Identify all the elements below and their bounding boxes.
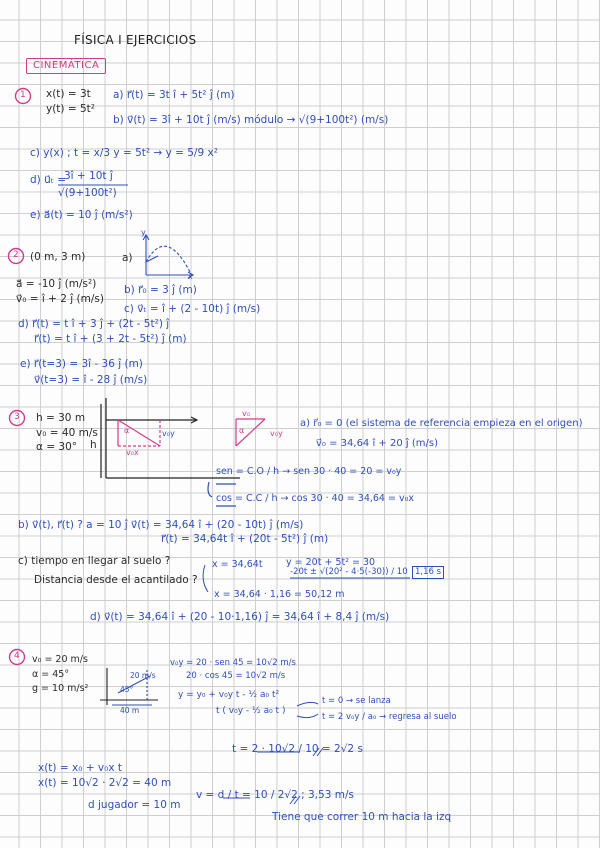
- p4-given-v: v₀ = 20 m/s: [32, 654, 88, 665]
- p3-given-h: h = 30 m: [36, 412, 86, 424]
- p3-triangle-vo: v₀: [242, 409, 250, 418]
- p2-answer-d-line1: d) r⃗(t) = t î + 3 ĵ + (2t - 5t²) ĵ: [18, 318, 170, 330]
- p2-answer-c: c) v⃗ₜ = î + (2 - 10t) ĵ (m/s): [124, 303, 261, 315]
- p2-answer-b: b) r⃗₀ = 3 ĵ (m): [124, 284, 197, 296]
- p3-answer-b-line1: b) v⃗(t), r⃗(t) ? a = 10 ĵ v⃗(t) = 34,64 î + (20 - 10t) ĵ (m/s): [18, 519, 304, 531]
- p2-given-position: (0 m, 3 m): [30, 251, 86, 263]
- p4-x-equation: x(t) = x₀ + v₀x t: [38, 762, 122, 774]
- p3-c-distance-result: x = 34,64 · 1,16 = 50,12 m: [214, 589, 345, 600]
- p3-sen-relation: sen = C.O / h → sen 30 · 40 = 20 = v₀y: [216, 466, 402, 477]
- p4-fig-angle: 45°: [120, 685, 134, 694]
- p3-answer-d: d) v⃗(t) = 34,64 î + (20 - 10·1,16) ĵ = 34,64 î + 8,4 ĵ (m/s): [90, 611, 390, 623]
- p1-answer-d-label: d) u⃗ₜ =: [30, 174, 66, 186]
- p3-given-alpha: α = 30°: [36, 441, 78, 453]
- p1-answer-b: b) v⃗(t) = 3î + 10t ĵ (m/s) módulo → √(9+100t²) (m/s): [113, 114, 389, 126]
- p4-fig-base: 40 m: [120, 706, 140, 715]
- p3-answer-b-line2: r⃗(t) = 34,64t î + (20t - 5t²) ĵ (m): [161, 533, 329, 545]
- p3-c-time-result: 1,16 s: [412, 566, 444, 579]
- p4-x-result: x(t) = 10√2 · 2√2 = 40 m: [38, 777, 172, 789]
- problem-1-number: 1: [20, 90, 26, 100]
- p2-answer-e-line1: e) r⃗(t=3) = 3î - 36 ĵ (m): [20, 358, 143, 370]
- p4-final-answer: Tiene que correr 10 m hacia la izq: [272, 811, 452, 823]
- p4-vox: 20 · cos 45 = 10√2 m/s: [186, 671, 286, 681]
- p3-cos-relation: cos = C.C / h → cos 30 · 40 = 34,64 = v₀x: [216, 493, 415, 504]
- p3-triangle-voy: v₀y: [270, 429, 283, 438]
- p3-c-y-equation: y = 20t + 5t² = 30: [286, 557, 376, 568]
- p1-given-x: x(t) = 3t: [46, 88, 91, 100]
- p1-answer-d-numerator: 3î + 10t ĵ: [64, 170, 113, 182]
- p2-answer-d-line2: r⃗(t) = t î + (3 + 2t - 5t²) ĵ (m): [34, 333, 187, 345]
- p1-answer-a: a) r⃗(t) = 3t î + 5t² ĵ (m): [113, 89, 235, 101]
- p3-fig-h: h: [90, 439, 97, 451]
- p4-t-result: t = 2 · 10√2 / 10 = 2√2 s: [232, 743, 363, 755]
- p3-c-quadratic: -20t ± √(20² - 4·5(-30)) / 10: [290, 567, 408, 577]
- p3-fig-alpha: α: [124, 426, 130, 435]
- problem-3-number: 3: [14, 412, 20, 422]
- p2-given-velocity: v⃗₀ = î + 2 ĵ (m/s): [16, 293, 104, 305]
- p4-given-g: g = 10 m/s²: [32, 683, 89, 694]
- p3-answer-a-line2: v⃗₀ = 34,64 î + 20 ĵ (m/s): [316, 438, 438, 449]
- p3-question-c-time: c) tiempo en llegar al suelo ?: [18, 555, 171, 567]
- p2-graph-x-label: x: [188, 272, 193, 281]
- p3-c-x-equation: x = 34,64t: [212, 559, 263, 570]
- p1-answer-d-denominator: √(9+100t²): [58, 187, 117, 199]
- p4-y-equation: y = y₀ + v₀y t - ½ a₀ t²: [178, 690, 280, 700]
- problem-4-number: 4: [14, 651, 20, 661]
- p4-factorized: t ( v₀y - ½ a₀ t ): [216, 706, 286, 716]
- p3-fig-voy: v₀y: [162, 429, 175, 438]
- p4-given-alpha: α = 45°: [32, 669, 70, 680]
- p3-answer-a-line1: a) r⃗₀ = 0 (el sistema de referencia empieza en el origen): [300, 418, 583, 429]
- problem-2-number: 2: [13, 250, 19, 260]
- p1-given-y: y(t) = 5t²: [46, 103, 96, 115]
- p4-t-return: t = 2 v₀y / a₀ → regresa al suelo: [322, 712, 457, 722]
- p1-answer-e: e) a⃗(t) = 10 ĵ (m/s²): [30, 209, 133, 221]
- p4-player-distance: d jugador = 10 m: [88, 799, 181, 811]
- p2-answer-e-line2: v⃗(t=3) = î - 28 ĵ (m/s): [34, 374, 148, 386]
- p3-question-c-distance: Distancia desde el acantilado ?: [34, 574, 198, 586]
- p4-velocity-result: v = d / t = 10 / 2√2 ; 3,53 m/s: [196, 789, 354, 801]
- p4-voy: v₀y = 20 · sen 45 = 10√2 m/s: [170, 658, 296, 668]
- p1-answer-c: c) y(x) ; t = x/3 y = 5t² → y = 5/9 x²: [30, 147, 218, 159]
- p2-given-acceleration: a⃗ = -10 ĵ (m/s²): [16, 278, 97, 290]
- p2-answer-a-label: a): [122, 252, 133, 264]
- p3-given-v: v₀ = 40 m/s: [36, 427, 98, 439]
- p2-graph-y-label: y: [141, 228, 146, 237]
- p4-fig-velocity: 20 m/s: [130, 671, 156, 680]
- p3-fig-vox: v₀x: [126, 448, 139, 457]
- page-title: FÍSICA I EJERCICIOS: [74, 33, 197, 47]
- section-tag: CINEMÁTICA: [26, 58, 106, 74]
- p4-t-zero: t = 0 → se lanza: [322, 696, 391, 706]
- p3-triangle-alpha: α: [239, 426, 245, 435]
- trajectory-graph: [143, 235, 193, 278]
